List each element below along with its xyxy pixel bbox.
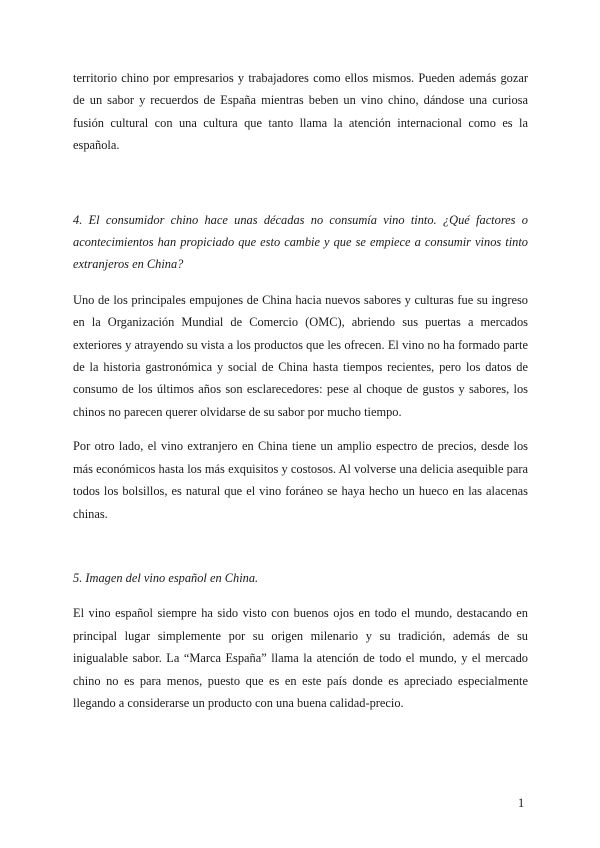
heading-spacer <box>73 589 528 602</box>
section-spacer <box>73 169 528 209</box>
section-5-paragraph-1: El vino español siempre ha sido visto con buenos ojos en todo el mundo, destacando en principal lugar simplemente por su origen milenario y su tradición, además de su inigualable sabor. La “Marca España” llama la atención de todo el mundo, y el mercado chino no es para menos, puesto que es en este país donde es apreciado especialmente llegando a considerarse un producto con una buena calidad-precio. <box>73 606 528 710</box>
page-content <box>73 67 528 726</box>
heading-spacer <box>73 276 528 289</box>
section-4-heading: 4. El consumidor chino hace unas décadas no consumía vino tinto. ¿Qué factores o acontecimientos han propiciado que esto cambie y que se empiece a consumir vinos tinto extranjeros en China? <box>73 212 528 272</box>
section-spacer <box>73 537 528 567</box>
section-4-paragraph-1: Uno de los principales empujones de China hacia nuevos sabores y culturas fue su ingreso en la Organización Mundial de Comercio (OMC), abriendo sus puertas a mercados exteriores y atrayendo su vista a los productos que les ofrecen. El vino no ha formado parte de la historia gastronómica y social de China hasta tiempos recientes, pero los datos de consumo de los últimos años son esclarecedores: pese al choque de gustos y sabores, los chinos no parecen querer olvidarse de su sabor por mucho tiempo. <box>73 292 528 419</box>
page-number: 1 <box>518 796 525 810</box>
paragraph-intro-continuation: territorio chino por empresarios y trabajadores como ellos mismos. Pueden además gozar de un sabor y recuerdos de España mientras beben un vino chino, dándose una curiosa fusión cultural con una cultura que tanto llama la atención internacional como es la española. <box>73 71 528 153</box>
section-4-paragraph-2: Por otro lado, el vino extranjero en China tiene un amplio espectro de precios, desde los más económicos hasta los más exquisitos y costosos. Al volverse una delicia asequible para todos los bolsillos, es natural que el vino foráneo se haya hecho un hueco en las alacenas chinas. <box>73 439 528 521</box>
section-5-heading: 5. Imagen del vino español en China. <box>73 570 259 585</box>
